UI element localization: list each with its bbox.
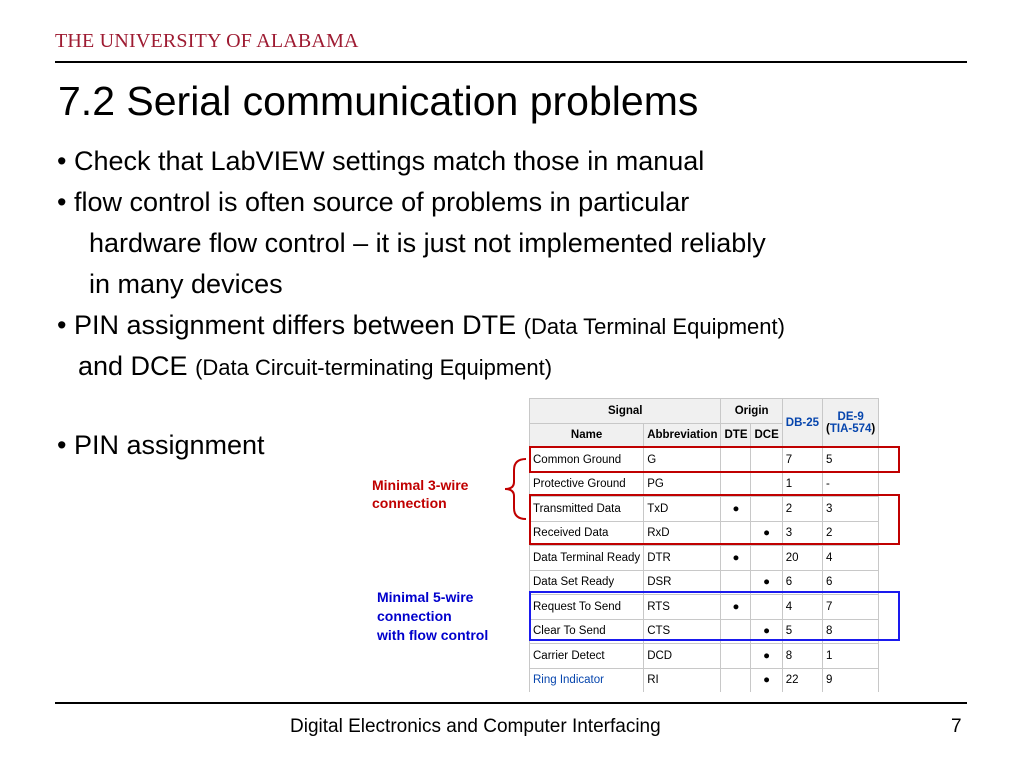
signal-name: Transmitted Data [530, 497, 644, 522]
origin-dce: ● [751, 521, 782, 546]
de9-paren-open: ( [826, 423, 830, 435]
blue-label-line3: with flow control [377, 627, 489, 643]
origin-dce: ● [751, 644, 782, 669]
origin-dte [721, 668, 751, 692]
signal-name: Data Terminal Ready [530, 546, 644, 571]
signal-abbr: CTS [644, 619, 721, 644]
header-name: Name [530, 423, 644, 448]
origin-dce: ● [751, 668, 782, 692]
pin-db25: 4 [782, 595, 822, 620]
de9-link[interactable]: DE-9 [837, 411, 864, 423]
signal-abbr: DCD [644, 644, 721, 669]
bullet-flow-control-line1: • flow control is often source of problems in particular [57, 187, 690, 217]
header-dce: DCE [751, 423, 782, 448]
five-wire-box [529, 591, 900, 641]
pin-de9: 3 [823, 497, 879, 522]
bullet-flow-control-line2: hardware flow control – it is just not implemented reliably [89, 228, 766, 258]
origin-dte: ● [721, 546, 751, 571]
de9-sub [826, 423, 875, 435]
signal-name: Data Set Ready [530, 570, 644, 595]
signal-name: Received Data [530, 521, 644, 546]
db25-link[interactable]: DB-25 [785, 417, 819, 429]
pin-de9: - [823, 472, 879, 497]
signal-name: Common Ground [530, 448, 644, 473]
origin-dce: ● [751, 619, 782, 644]
bullet-pin-differs-line1 [57, 310, 785, 341]
pin-db25: 6 [782, 570, 822, 595]
pin-db25: 2 [782, 497, 822, 522]
signal-abbr: TxD [644, 497, 721, 522]
pin-assignment-table-container [529, 398, 899, 692]
signal-abbr: DTR [644, 546, 721, 571]
signal-name: Carrier Detect [530, 644, 644, 669]
three-wire-box-ground [529, 446, 900, 473]
bullet-pin-differs-line2 [78, 351, 552, 382]
pin-de9: 2 [823, 521, 879, 546]
dce-expansion: (Data Circuit-terminating Equipment) [195, 355, 553, 380]
header-abbreviation: Abbreviation [644, 423, 721, 448]
pin-de9: 6 [823, 570, 879, 595]
signal-name: Request To Send [530, 595, 644, 620]
origin-dte [721, 472, 751, 497]
origin-dte [721, 644, 751, 669]
table-row [530, 472, 879, 497]
page-number: 7 [951, 716, 962, 737]
pin-assignment-table [529, 398, 879, 692]
bullet-check-settings: • Check that LabVIEW settings match those in manual [57, 146, 705, 176]
pin-db25: 22 [782, 668, 822, 692]
pin-db25: 7 [782, 448, 822, 473]
footer-course: Digital Electronics and Computer Interfacing [290, 716, 661, 737]
header-rule [55, 61, 967, 63]
pin-db25: 8 [782, 644, 822, 669]
signal-abbr: DSR [644, 570, 721, 595]
de9-paren-close: ) [871, 423, 876, 435]
signal-name: Protective Ground [530, 472, 644, 497]
pin-db25: 5 [782, 619, 822, 644]
pin-de9: 4 [823, 546, 879, 571]
red-label-line2: connection [372, 495, 447, 511]
table-row [530, 644, 879, 669]
pin-de9: 9 [823, 668, 879, 692]
header-de9 [823, 399, 879, 448]
slide-title: 7.2 Serial communication problems [58, 78, 699, 124]
minimal-3wire-label [372, 476, 468, 512]
origin-dte: ● [721, 595, 751, 620]
pin-db25: 20 [782, 546, 822, 571]
pin-de9: 7 [823, 595, 879, 620]
signal-name: Clear To Send [530, 619, 644, 644]
header-db25 [782, 399, 822, 448]
bullet-flow-control-line3: in many devices [89, 269, 283, 299]
university-wordmark: THE UNIVERSITY OF ALABAMA [55, 30, 359, 52]
origin-dce: ● [751, 570, 782, 595]
origin-dte: ● [721, 497, 751, 522]
dte-expansion: (Data Terminal Equipment) [523, 314, 785, 339]
tia574-link[interactable]: TIA-574 [829, 423, 872, 435]
pin-de9: 8 [823, 619, 879, 644]
pin-differs-main: • PIN assignment differs between DTE [57, 310, 524, 340]
signal-abbr: RTS [644, 595, 721, 620]
minimal-5wire-label [377, 588, 488, 645]
red-label-line1: Minimal 3-wire [372, 477, 469, 493]
origin-dce [751, 546, 782, 571]
header-origin: Origin [721, 399, 782, 424]
bullet-pin-assignment: • PIN assignment [57, 430, 265, 460]
dce-main: and DCE [78, 351, 196, 381]
pin-db25: 1 [782, 472, 822, 497]
blue-label-line1: Minimal 5-wire [377, 589, 474, 605]
signal-abbr: G [644, 448, 721, 473]
origin-dce [751, 472, 782, 497]
header-signal: Signal [530, 399, 721, 424]
table-row [530, 668, 879, 692]
blue-label-line2: connection [377, 608, 452, 624]
three-wire-box-data [529, 494, 900, 545]
signal-abbr: RI [644, 668, 721, 692]
signal-name-link[interactable]: Ring Indicator [530, 668, 644, 692]
header-dte: DTE [721, 423, 751, 448]
signal-abbr: RxD [644, 521, 721, 546]
pin-db25: 3 [782, 521, 822, 546]
curly-brace-icon [496, 456, 528, 522]
signal-abbr: PG [644, 472, 721, 497]
pin-de9: 5 [823, 448, 879, 473]
table-row [530, 546, 879, 571]
footer-rule [55, 702, 967, 704]
pin-de9: 1 [823, 644, 879, 669]
